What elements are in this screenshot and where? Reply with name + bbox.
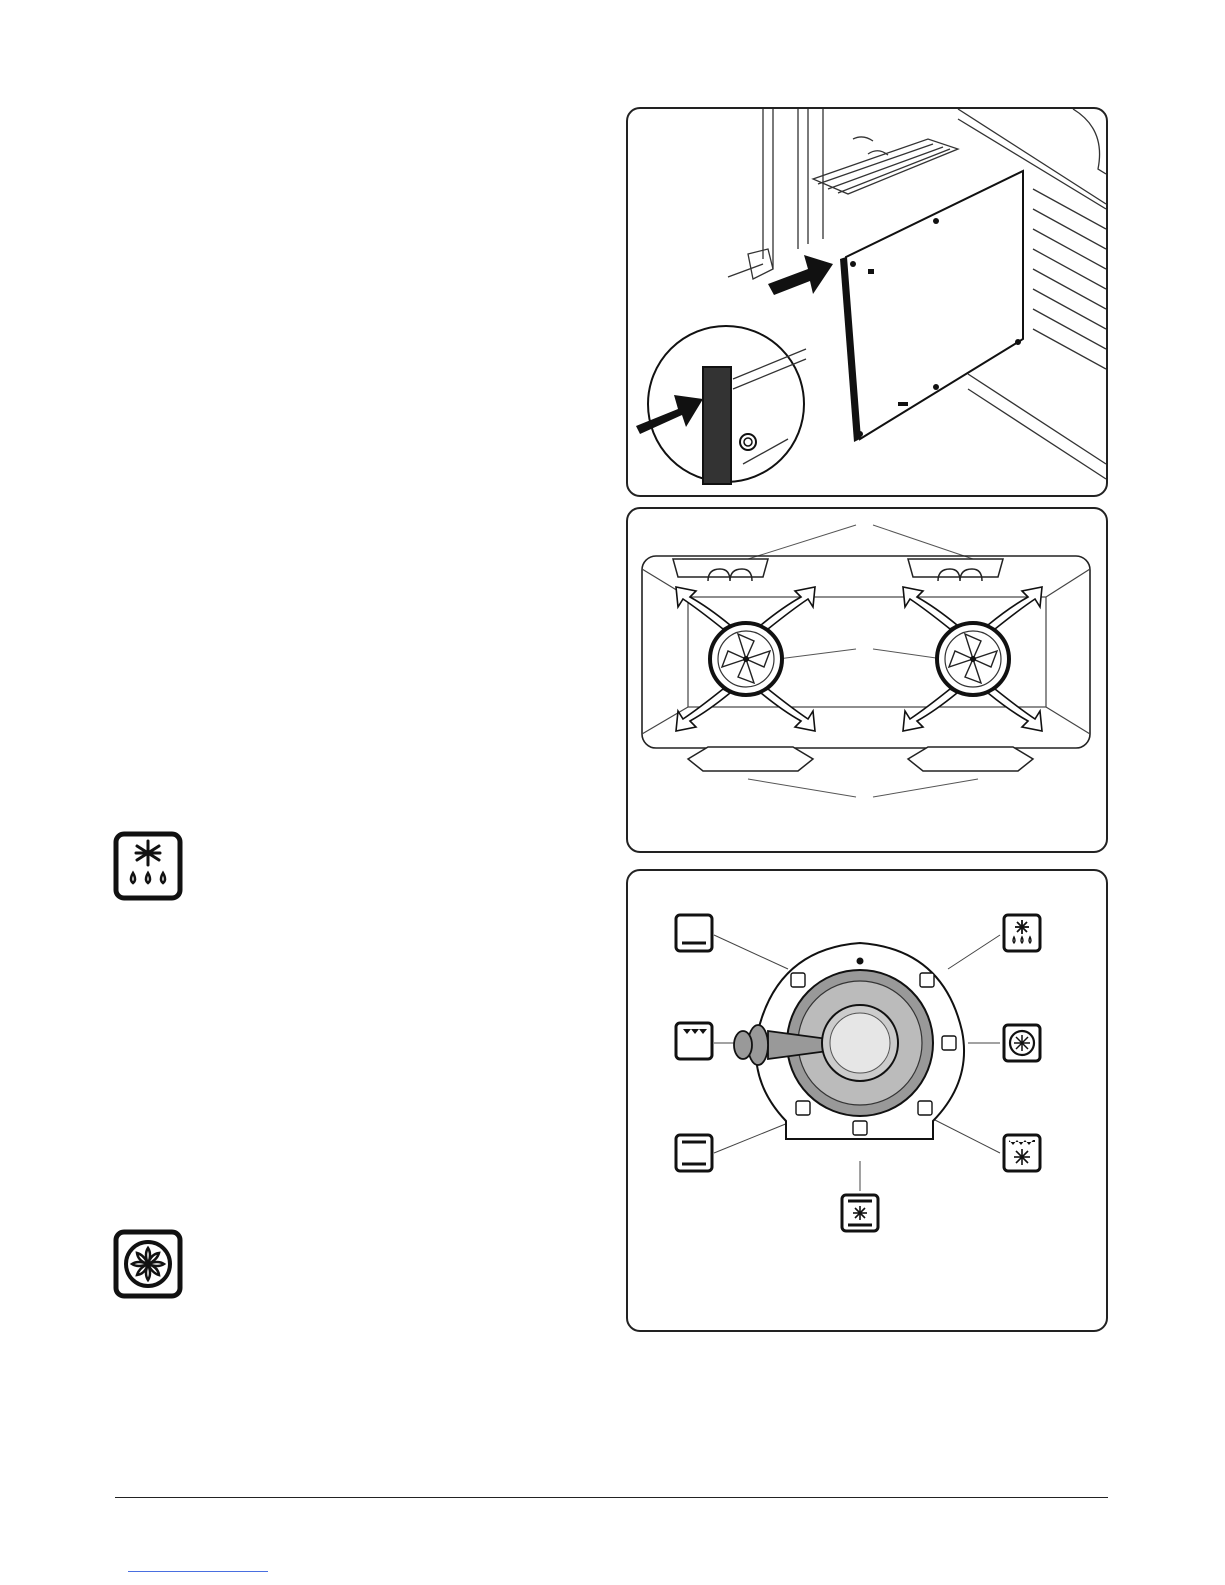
figure-fan-elements: [626, 507, 1108, 853]
top-heat-grill-icon: [676, 1023, 712, 1059]
footer-rule: [115, 1497, 1108, 1498]
defrost-icon: [113, 831, 183, 901]
grill-fan-icon: [1004, 1135, 1040, 1171]
figure-control-knob: [626, 869, 1108, 1332]
defrost-small-icon: [1004, 915, 1040, 951]
figure-back-panel: [626, 107, 1108, 497]
fan-left: [710, 623, 782, 695]
top-and-bottom-heat-icon: [676, 1135, 712, 1171]
fan-oven-icon: [113, 1229, 183, 1299]
lower-heat-icon: [676, 915, 712, 951]
bottom-heat-fan-icon: [842, 1195, 878, 1231]
footer-link-underline[interactable]: [128, 1571, 268, 1572]
fan-right: [937, 623, 1009, 695]
fan-oven-small-icon: [1004, 1025, 1040, 1061]
